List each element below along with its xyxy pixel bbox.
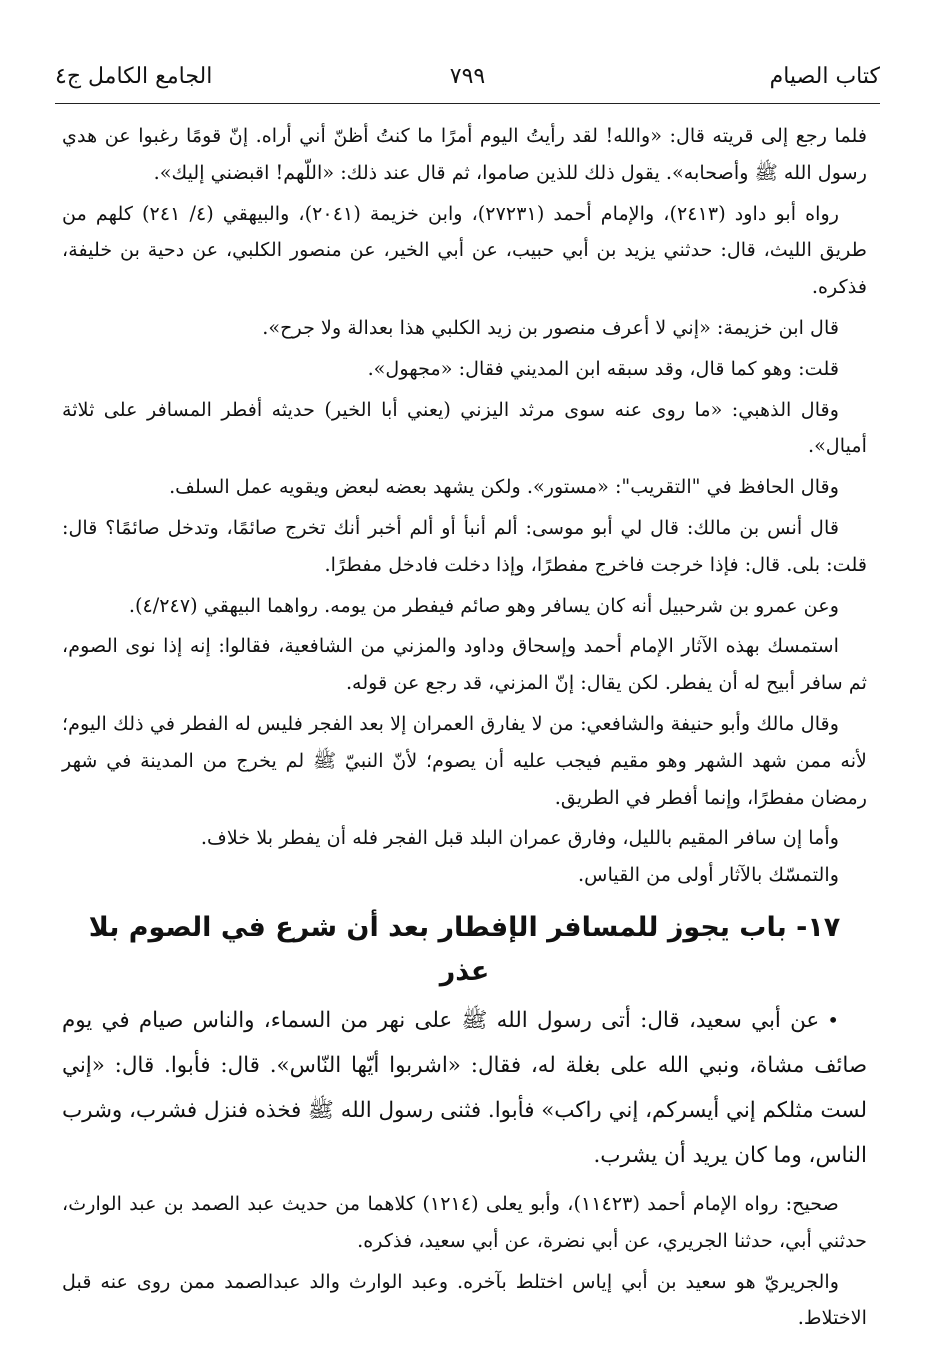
running-header <box>55 56 880 96</box>
paragraph-2: رواه أبو داود (٢٤١٣)، والإمام أحمد (٢٧٢٣١)، وابن خزيمة (٢٠٤١)، والبيهقي (٤/ ٢٤١) كلهم من طريق الليث، قال: حدثني يزيد بن أبي حبيب، عن أبي الخير، عن منصور الكلبي، عن دحية بن خليفة، فذكره. <box>62 201 867 299</box>
paragraph-12: والتمسّك بالآثار أولى من القياس. <box>578 863 839 887</box>
paragraph-11: وأما إن سافر المقيم بالليل، وفارق عمران البلد قبل الفجر فله أن يفطر بلا خلاف. <box>200 826 839 850</box>
paragraph-3: قال ابن خزيمة: «إني لا أعرف منصور بن زيد الكلبي هذا بعدالة ولا جرح». <box>262 315 839 339</box>
hadith-body: عن أبي سعيد، قال: أتى رسول الله ﷺ على نهر من السماء، والناس صيام في يوم صائف مشاة، ونبي الله على بغلة له، فقال: «اشربوا أيّها النّاس». قال: فأبوا. قال: «إني لست مثلكم إني أيسركم، إني راكب» فأبوا. فثنى رسول الله ﷺ فخذه فنزل فشرب، وشرب الناس، وما كان يريد أن يشرب. <box>62 1007 867 1168</box>
chapter-heading: ١٧- باب يجوز للمسافر الإفطار بعد أن شرع في الصوم بلا عذر <box>88 911 841 987</box>
takhrij-note-2: والجريريّ هو سعيد بن أبي إياس اختلط بآخره. وعبد الوارث والد عبدالصمد ممن روى عنه قبل الاختلاط. <box>62 1269 867 1330</box>
paragraph-1: فلما رجع إلى قريته قال: «والله! لقد رأيتُ اليوم أمرًا ما كنتُ أظنّ أني أراه. إنّ قومًا رغبوا عن هدي رسول الله ﷺ وأصحابه». يقول ذلك للذين صاموا، ثم قال عند ذلك: «اللّهم! اقبضني إليك». <box>62 124 867 184</box>
paragraph-7: قال أنس بن مالك: قال لي أبو موسى: ألم أنبأ أو ألم أخبر أنك تخرج صائمًا، وتدخل صائمًا؟ قال: قلت: بلى. قال: فإذا خرجت فاخرج مفطرًا، وإذا دخلت فادخل مفطرًا. <box>62 515 867 576</box>
paragraph-5: وقال الذهبي: «ما روى عنه سوى مرثد اليزني (يعني أبا الخير) حديثه أفطر المسافر على ثلاثة أميال». <box>62 397 867 458</box>
takhrij-note-1: صحيح: رواه الإمام أحمد (١١٤٢٣)، وأبو يعلى (١٢١٤) كلاهما من حديث عبد الصمد بن عبد الوارث، حدثني أبي، حدثنا الجريري، عن أبي نضرة، عن أبي سعيد، فذكره. <box>62 1191 867 1252</box>
volume-title: الجامع الكامل ج٤ <box>55 63 213 89</box>
hadith-text <box>62 998 867 1178</box>
paragraph-6: وقال الحافظ في "التقريب": «مستور». ولكن يشهد بعضه لبعض ويقويه عمل السلف. <box>169 475 839 499</box>
book-section-title: كتاب الصيام <box>769 63 880 89</box>
page-body <box>62 118 867 1337</box>
header-rule <box>55 103 880 104</box>
paragraph-9: استمسك بهذه الآثار الإمام أحمد وإسحاق وداود والمزني من الشافعية، فقالوا: إنه إذا نوى الصوم، ثم سافر أبيح له أن يفطر. لكن يقال: إنّ المزني، قد رجع عن قوله. <box>62 634 867 695</box>
paragraph-10: وقال مالك وأبو حنيفة والشافعي: من لا يفارق العمران إلا بعد الفجر فليس له الفطر في ذلك اليوم؛ لأنه ممن شهد الشهر وهو مقيم فيجب عليه أن يصوم؛ لأنّ النبيّ ﷺ لم يخرج من المدينة في شهر رمضان مفطرًا، وإنما أفطر في الطريق. <box>62 711 867 809</box>
paragraph-4: قلت: وهو كما قال، وقد سبقه ابن المديني فقال: «مجهول». <box>367 356 839 380</box>
bullet-icon: • <box>827 1007 839 1032</box>
paragraph-8: وعن عمرو بن شرحبيل أنه كان يسافر وهو صائم فيفطر من يومه. رواهما البيهقي (٤/٢٤٧). <box>128 593 839 617</box>
page-number: ٧٩٩ <box>449 63 486 89</box>
